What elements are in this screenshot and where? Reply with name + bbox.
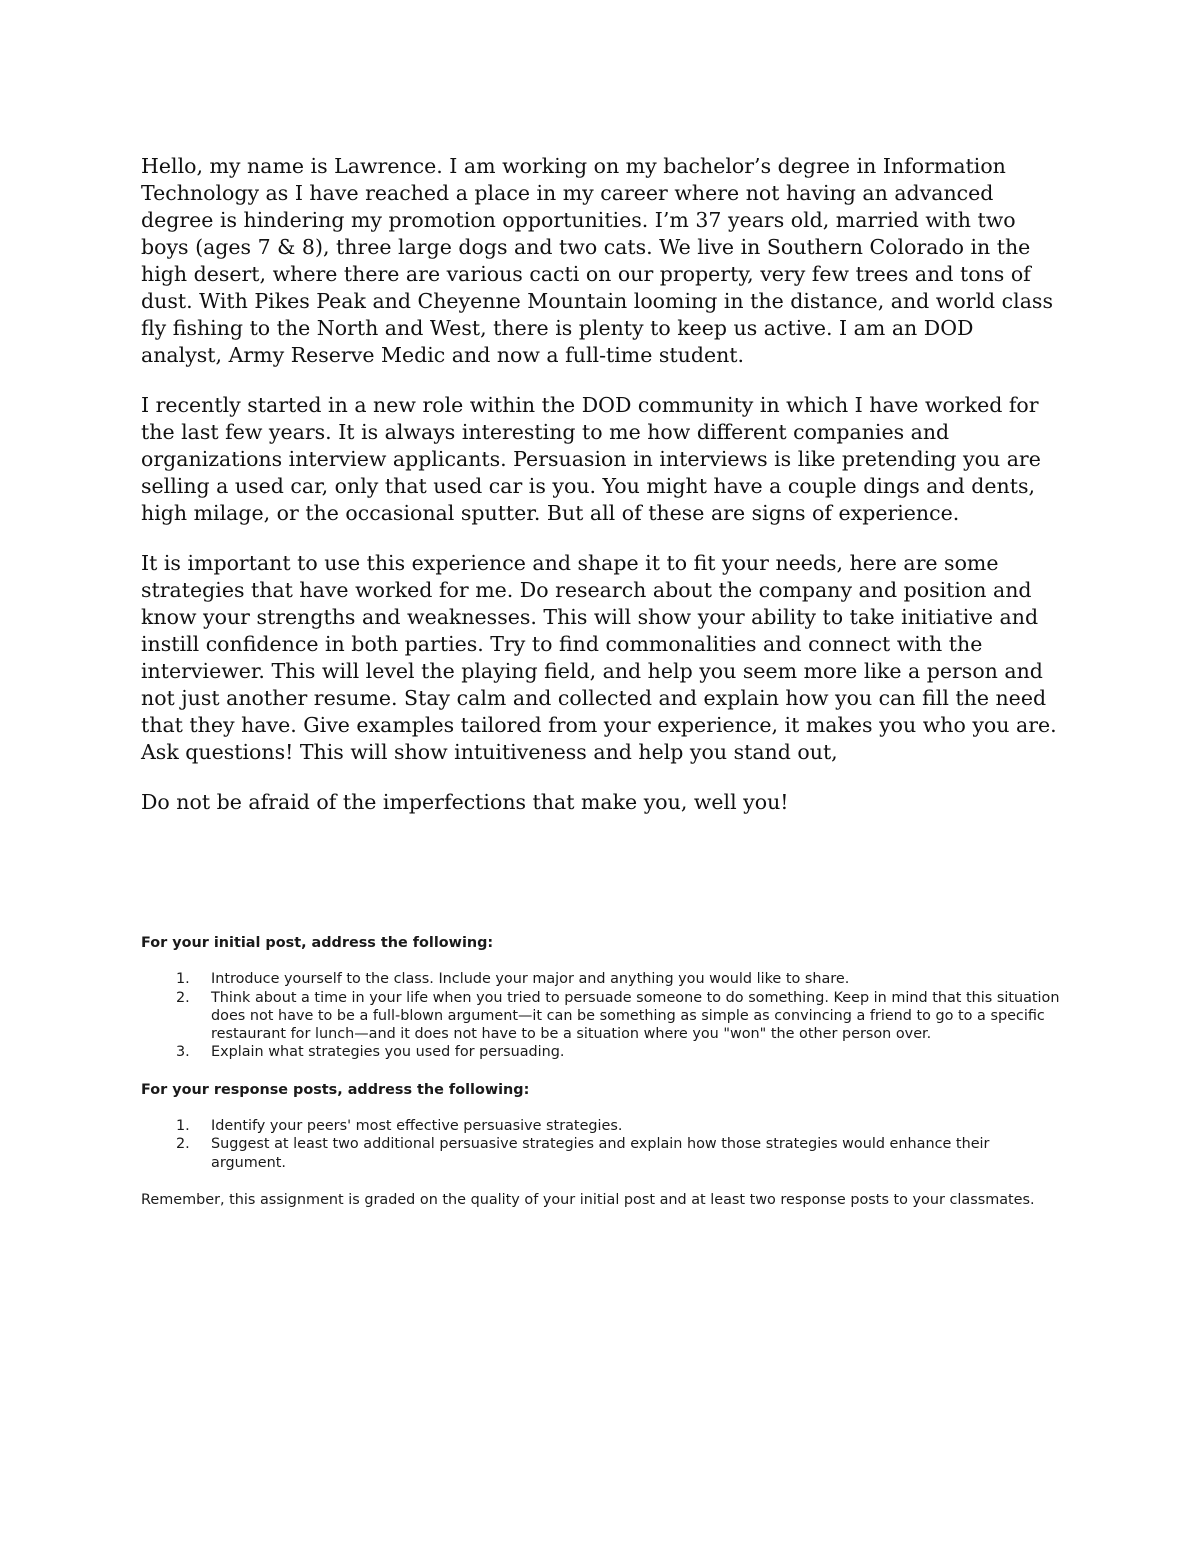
list-item [141, 1043, 1061, 1061]
list-item-text: Think about a time in your life when you tried to persuade someone to do something. Keep in mind that this situation does not have to be a full-blown argument—it can be something as simple as convincing a friend to go to a specific restaurant for lunch—and it does not have to be a situation where you "won" the other person over. [211, 989, 1060, 1043]
list-item [141, 989, 1061, 1044]
list-item-number: 2. [176, 989, 190, 1006]
list-item-text: Identify your peers' most effective persuasive strategies. [211, 1118, 623, 1135]
initial-post-heading: For your initial post, address the following: [141, 935, 494, 951]
list-item [141, 1117, 1061, 1135]
assignment-prompt [141, 934, 1061, 1209]
initial-post-list [141, 970, 1061, 1061]
essay-body [141, 153, 1061, 839]
essay-paragraph-interviews: I recently started in a new role within the DOD community in which I have worked for the last few years. It is always interesting to me how different companies and organizations interview applicants. Persuasion in interviews is like pretending you are selling a used car, only that used car is you. You might have a couple dings and dents, high milage, or the occasional sputter. But all of these are signs of experience. [141, 393, 1041, 525]
list-item-number: 3. [176, 1044, 190, 1061]
list-item-text: Suggest at least two additional persuasive strategies and explain how those strategies would enhance their argument. [211, 1136, 990, 1171]
response-posts-list [141, 1117, 1061, 1172]
list-item-number: 2. [176, 1136, 190, 1153]
grading-reminder: Remember, this assignment is graded on the quality of your initial post and at least two response posts to your classmates. [141, 1191, 1035, 1208]
list-item-number: 1. [176, 1118, 190, 1135]
essay-paragraph-closing: Do not be afraid of the imperfections that make you, well you! [141, 790, 789, 814]
list-item-number: 1. [176, 971, 190, 988]
list-item [141, 1135, 1061, 1172]
list-item-text: Explain what strategies you used for persuading. [211, 1044, 565, 1061]
response-posts-heading: For your response posts, address the following: [141, 1081, 530, 1098]
essay-paragraph-strategies: It is important to use this experience and shape it to fit your needs, here are some strategies that have worked for me. Do research about the company and position and know your strengths and weaknesses. This will show your ability to take initiative and instill confidence in both parties. Try to find commonalities and connect with the interviewer. This will level the playing field, and help you seem more like a person and not just another resume. Stay calm and collected and explain how you can fill the need that they have. Give examples tailored from your experience, it makes you who you are. Ask questions! This will show intuitiveness and help you stand out, [141, 551, 1057, 764]
essay-paragraph-intro: Hello, my name is Lawrence. I am working on my bachelor’s degree in Information Technology as I have reached a place in my career where not having an advanced degree is hindering my promotion opportunities. I’m 37 years old, married with two boys (ages 7 & 8), three large dogs and two cats. We live in Southern Colorado in the high desert, where there are various cacti on our property, very few trees and tons of dust. With Pikes Peak and Cheyenne Mountain looming in the distance, and world class fly fishing to the North and West, there is plenty to keep us active. I am an DOD analyst, Army Reserve Medic and now a full-time student. [141, 154, 1053, 367]
list-item [141, 970, 1061, 988]
list-item-text: Introduce yourself to the class. Include your major and anything you would like to share. [211, 971, 850, 988]
